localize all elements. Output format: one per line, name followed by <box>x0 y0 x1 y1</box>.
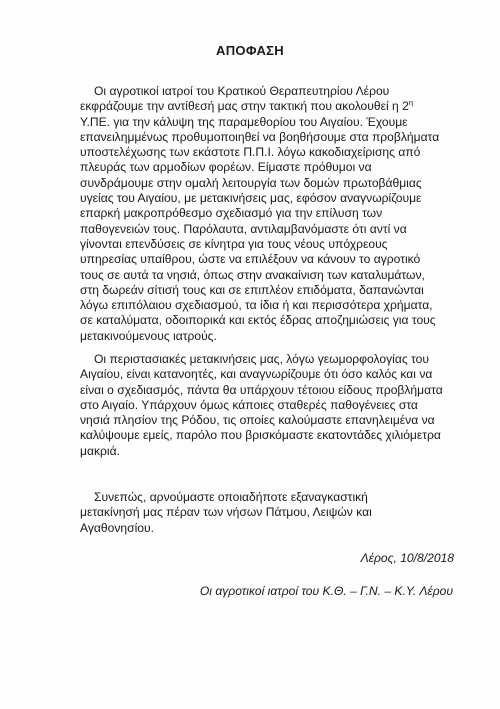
paragraph-line: πλευράς των αρμοδίων φορέων. Είμαστε πρόθυμοι να <box>80 160 372 175</box>
paragraph-line: υπηρεσίας υπαίθρου, ώστε να επιλέξουν να κάνουν το αγροτικό <box>80 252 421 267</box>
paragraph-line: παθογενειών τους. Παρόλαυτα, αντιλαμβανόμαστε ότι αντί να <box>80 221 407 236</box>
paragraph-line <box>80 99 472 114</box>
paragraph-line: Υ.ΠΕ. για την κάλυψη της παραμεθορίου του Αιγαίου. Έχουμε <box>80 114 408 129</box>
paragraph-line: υποστελέχωσης των εκάστοτε Π.Π.Ι. λόγω κακοδιαχείρισης από <box>80 145 421 160</box>
paragraph-line: Συνεπώς, αρνούμαστε οποιαδήποτε εξαναγκαστική <box>94 490 368 504</box>
paragraph-line-text: εκφράζουμε την αντίθεσή μας στην τακτική που ακολουθεί η 2 <box>80 99 409 114</box>
paragraph-line: είναι ο σχεδιασμός, πάντα θα υπάρχουν τέτοιου είδους προβλήματα <box>80 382 443 397</box>
paragraph-line: μετακίνησή μας πέραν των νήσων Πάτμου, Λειψών και <box>80 505 372 520</box>
paragraph-line: συνδράμουμε στην ομαλή λειτουργία των δομών πρωτοβάθμιας <box>80 175 422 190</box>
paragraph-line: νησιά πλησίον της Ρόδου, τις οποίες καλούμαστε επανηλειμένα να <box>80 413 435 428</box>
paragraph-line: μακριά. <box>80 443 120 458</box>
paragraph-2 <box>80 352 472 459</box>
signatories: Οι αγροτικοί ιατροί του Κ.Θ. – Γ.Ν. – Κ.Υ. Λέρου <box>199 584 453 598</box>
paragraph-line: σε καταλύματα, οδοιπορικά και εκτός έδρας αποζημιώσεις για τους <box>80 313 436 328</box>
paragraph-line: Αιγαίου, είναι κατανοητές, και αναγνωρίζουμε ότι όσο καλός και να <box>80 367 433 382</box>
paragraph-line: τους σε αυτά τα νησιά, όπως στην ανακαίνιση των καταλυμάτων, <box>80 267 425 282</box>
paragraph-line: επανειλημμένως προθυμοποιηθεί να βοηθήσουμε στα προβλήματα <box>80 129 440 144</box>
paragraph-line: γίνονται επενδύσεις σε κίνητρα για τους νέους υπόχρεους <box>80 236 388 251</box>
paragraph-line: υγείας του Αιγαίου, με μετακινήσεις μας, εφόσον αναγνωρίζουμε <box>80 191 422 206</box>
paragraph-line: στη δωρεάν σίτισή τους και σε επιπλέον επιδόματα, δαπανώνται <box>80 282 424 297</box>
paragraph-line: Αγαθονησίου. <box>80 520 154 535</box>
paragraph-line: στο Αιγαίο. Υπάρχουν όμως κάποιες σταθερές παθογένειες στα <box>80 397 418 412</box>
paragraph-line: λόγω επιπόλαιου σχεδιασμού, τα ίδια ή και περισσότερα χρήματα, <box>80 298 433 313</box>
place-date: Λέρος, 10/8/2018 <box>360 551 454 565</box>
paragraph-line: Οι αγροτικοί ιατροί του Κρατικού Θεραπευτηρίου Λέρου <box>94 84 390 98</box>
paragraph-line: επαρκή μακροπρόθεσμο σχεδιασμό για την επίλυση των <box>80 206 383 221</box>
paragraph-line: μετακινούμενους ιατρούς. <box>80 328 217 343</box>
superscript: η <box>408 98 414 108</box>
document-title: ΑΠΟΦΑΣΗ <box>216 43 284 58</box>
paragraph-3 <box>80 490 472 536</box>
paragraph-line: Οι περιστασιακές μετακινήσεις μας, λόγω γεωμορφολογίας του <box>94 352 429 366</box>
paragraph-1 <box>80 84 472 344</box>
paragraph-line: καλύψουμε εμείς, παρόλο που βρισκόμαστε εκατοντάδες χιλιόμετρα <box>80 428 441 443</box>
